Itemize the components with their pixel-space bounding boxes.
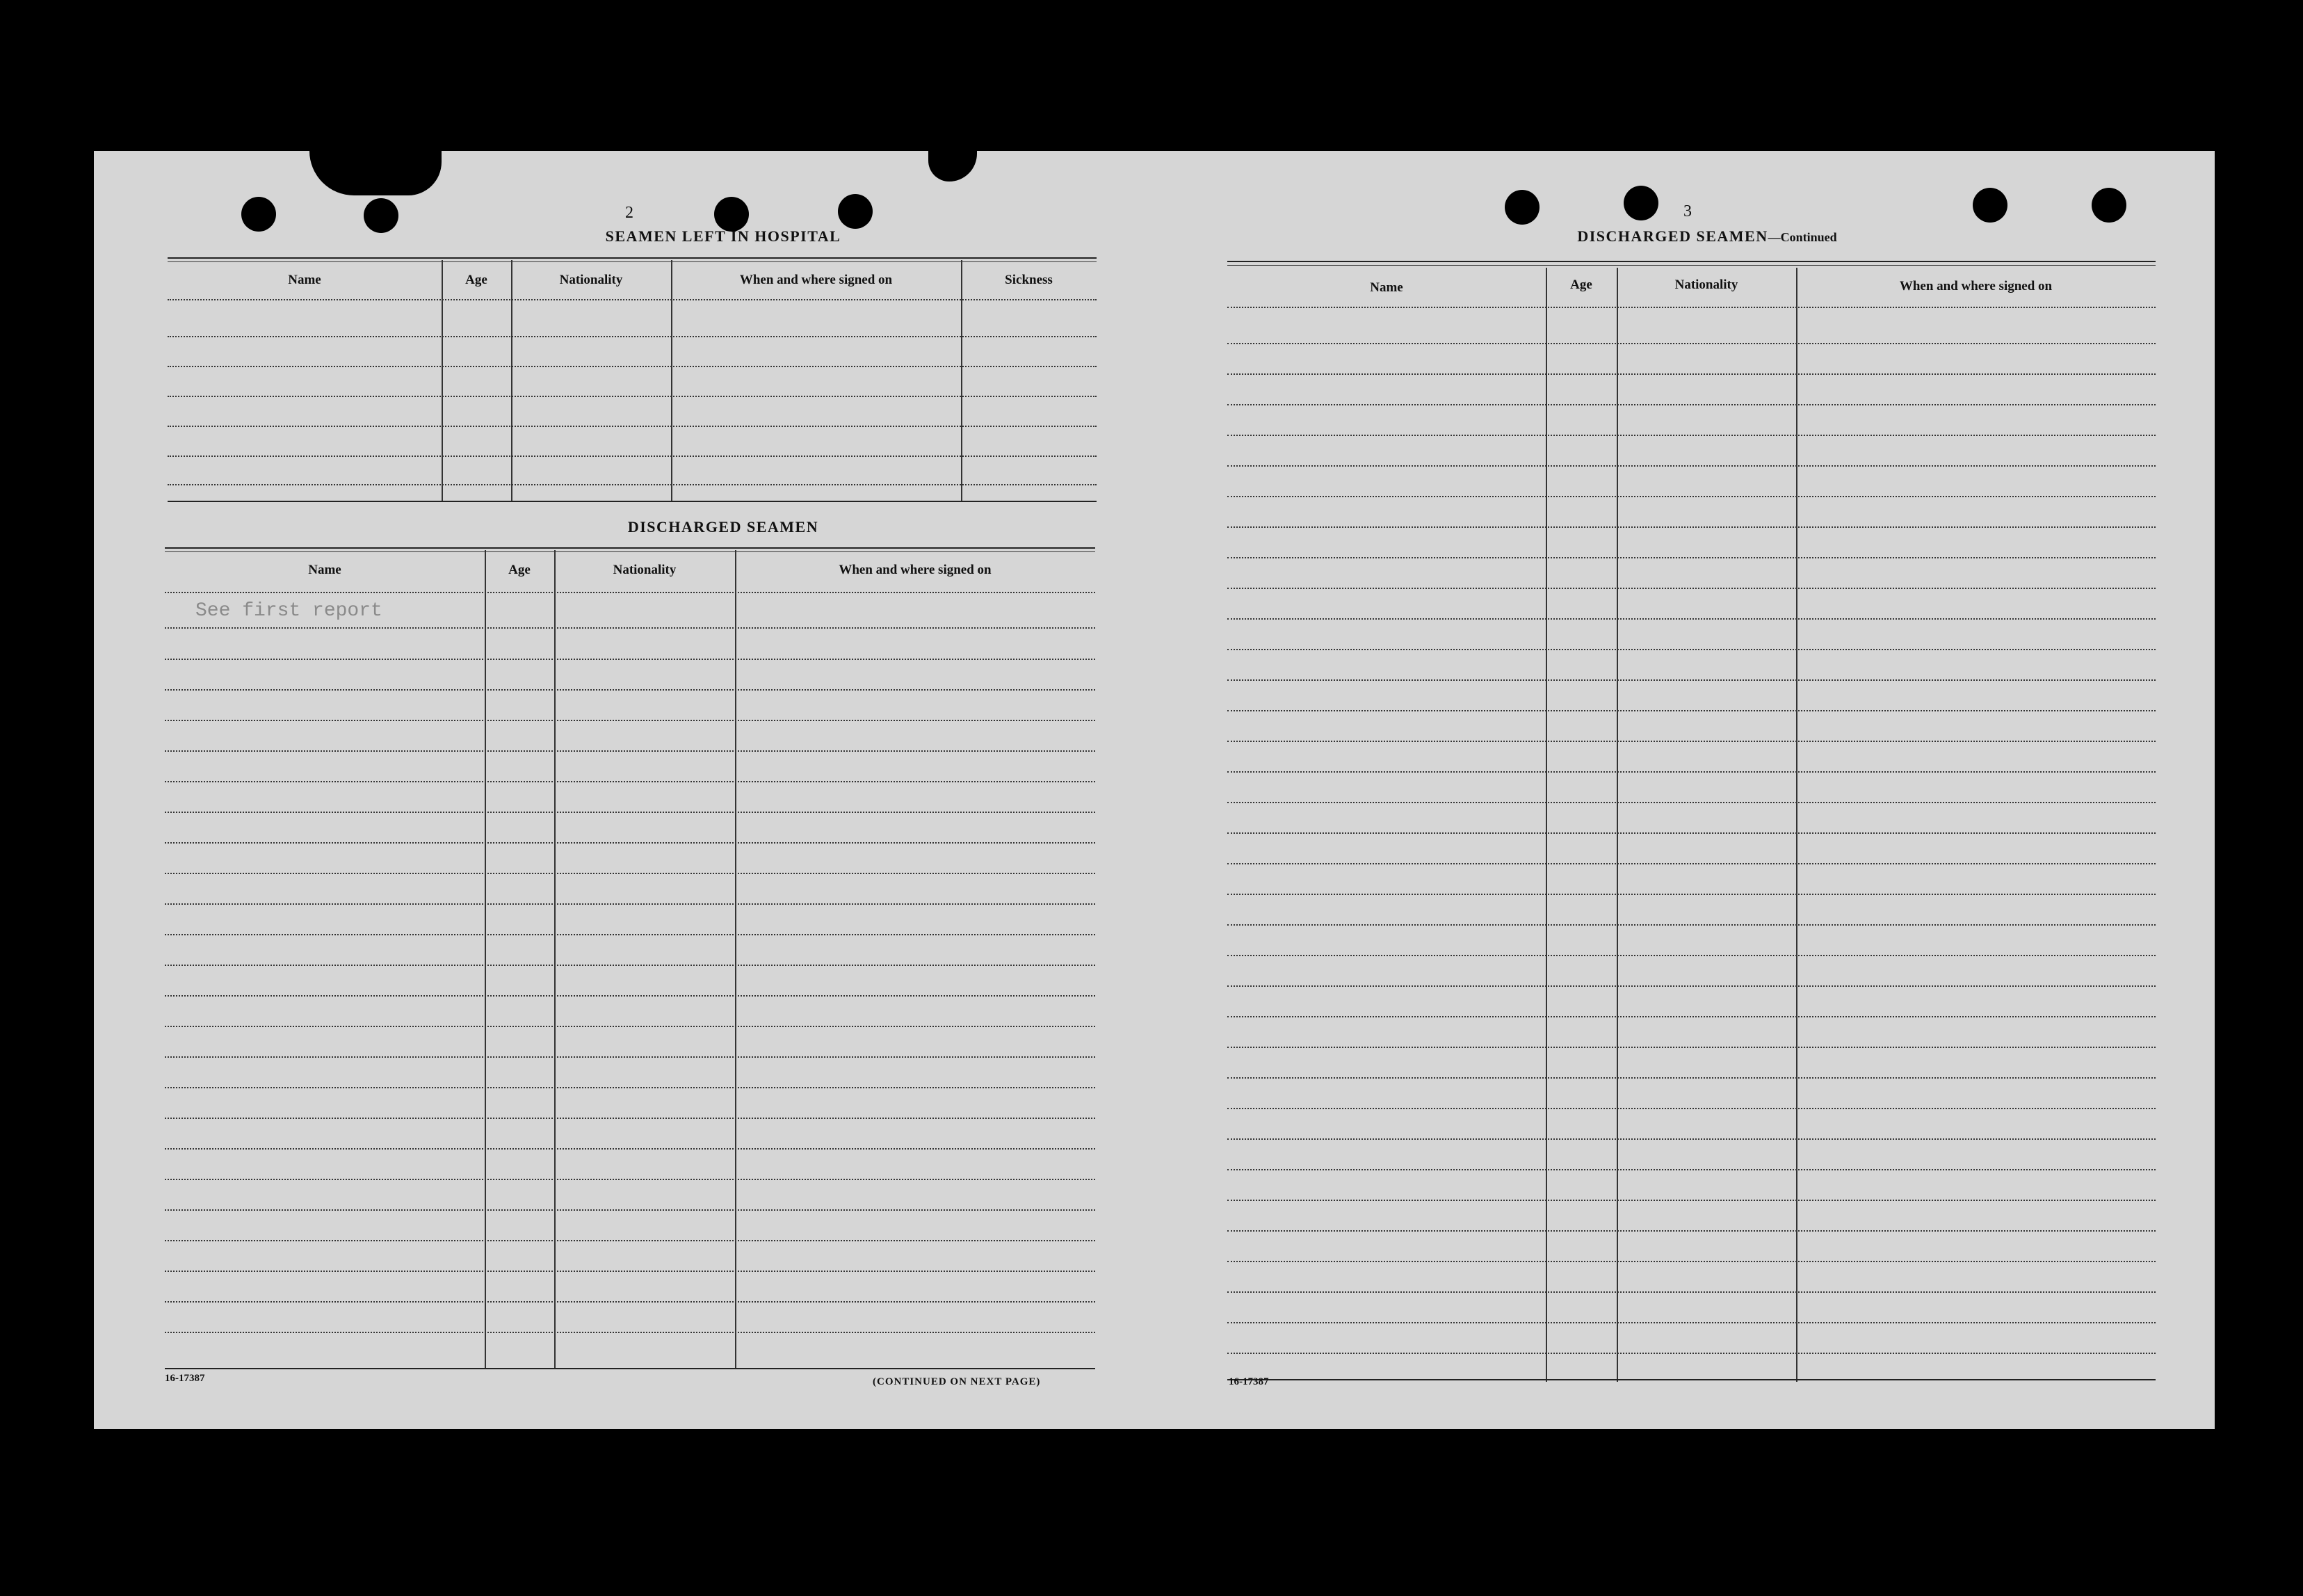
col-header-sickness: Sickness bbox=[1005, 273, 1053, 287]
col-header-name: Name bbox=[1370, 280, 1403, 295]
discharged-table-right bbox=[1227, 261, 2156, 1382]
punch-hole bbox=[1973, 188, 2007, 223]
hospital-section-title: SEAMEN LEFT IN HOSPITAL bbox=[605, 227, 841, 245]
col-header-name: Name bbox=[308, 563, 341, 577]
punch-hole bbox=[838, 194, 873, 229]
continued-suffix: —Continued bbox=[1768, 230, 1837, 244]
col-header-nationality: Nationality bbox=[559, 273, 623, 287]
col-header-name: Name bbox=[288, 273, 321, 287]
col-header-signed-on: When and where signed on bbox=[739, 273, 893, 287]
col-header-nationality: Nationality bbox=[613, 563, 677, 577]
torn-edge bbox=[928, 151, 977, 182]
page-number-left: 2 bbox=[625, 204, 633, 222]
col-header-age: Age bbox=[465, 273, 487, 287]
discharged-section-title: DISCHARGED SEAMEN bbox=[627, 518, 819, 535]
discharged-continued-title-text: DISCHARGED SEAMEN bbox=[1577, 227, 1768, 245]
col-header-age: Age bbox=[508, 563, 531, 577]
col-header-signed-on: When and where signed on bbox=[839, 563, 992, 577]
discharged-table-left bbox=[165, 547, 1095, 1371]
punch-hole bbox=[241, 197, 276, 232]
discharged-entry-note: See first report bbox=[195, 600, 382, 622]
punch-hole bbox=[364, 198, 398, 233]
page-number-right: 3 bbox=[1683, 202, 1692, 220]
col-header-age: Age bbox=[1570, 277, 1592, 292]
punch-hole bbox=[2092, 188, 2126, 223]
form-number-left: 16-17387 bbox=[165, 1373, 205, 1384]
punch-hole bbox=[1624, 186, 1658, 220]
discharged-continued-title bbox=[1446, 227, 1968, 245]
punch-hole bbox=[1505, 190, 1540, 225]
col-header-signed-on: When and where signed on bbox=[1899, 279, 2053, 293]
hospital-table bbox=[168, 257, 1097, 504]
col-header-nationality: Nationality bbox=[1674, 277, 1738, 292]
torn-edge bbox=[309, 151, 442, 195]
document-sheet bbox=[94, 151, 2215, 1429]
form-number-right: 16-17387 bbox=[1229, 1376, 1269, 1387]
punch-hole bbox=[714, 197, 749, 232]
continued-note: (CONTINUED ON NEXT PAGE) bbox=[873, 1376, 1041, 1387]
